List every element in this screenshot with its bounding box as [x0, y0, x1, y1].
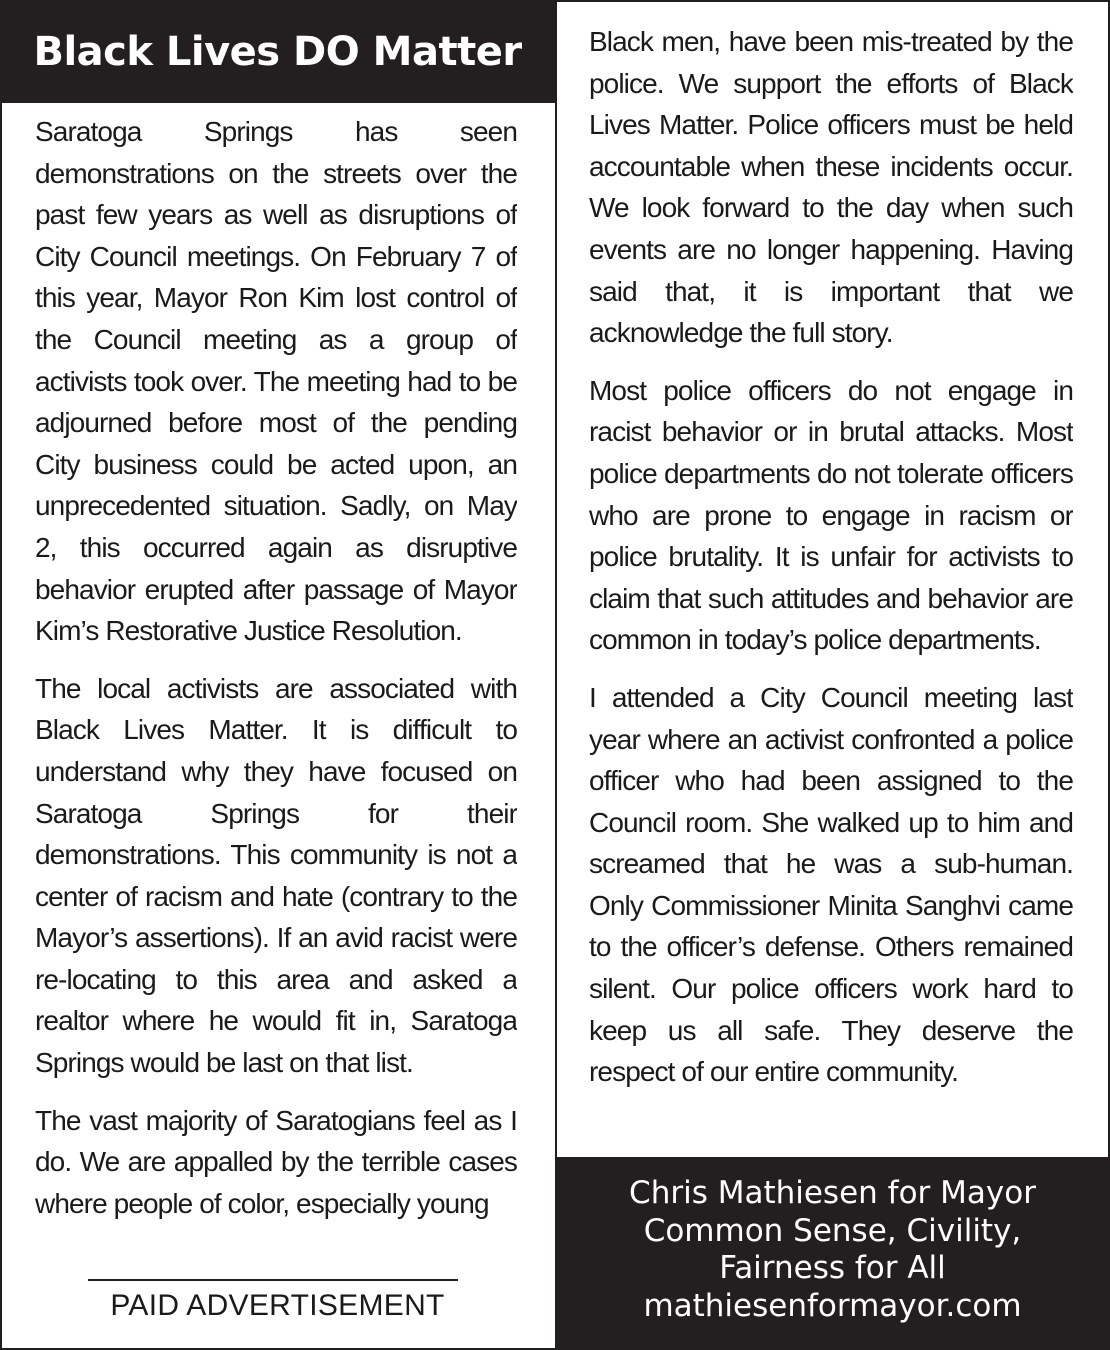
column-divider	[555, 0, 557, 1350]
slogan-line-2: Fairness for All	[719, 1250, 946, 1286]
body-paragraph: Black men, have been mis-treated by the police. We support the efforts of Black Lives Matter. Police officers must be held accountable when these incidents occur. We look forward to the day when such events are no longer happening. Having said that, it is important that we acknowledge the full story.	[589, 26, 1073, 349]
signature-block	[555, 1157, 1110, 1350]
right-column	[589, 21, 1073, 1141]
slogan-line-1: Common Sense, Civility,	[643, 1212, 1022, 1249]
paid-advertisement-label: PAID ADVERTISEMENT	[110, 1289, 445, 1322]
body-paragraph: I attended a City Council meeting last year where an activist confronted a police officer who had been assigned to the Council room. She walked up to him and screamed that he was a sub-human. Only Commissioner Minita Sanghvi came to the officer’s defense. Others remained silent. Our police officers work hard to keep us all safe. They deserve the respect of our entire community.	[589, 681, 1073, 1088]
campaign-name: Chris Mathiesen for Mayor	[629, 1175, 1036, 1211]
footer-rule	[88, 1279, 458, 1281]
headline: Black Lives DO Matter	[0, 0, 555, 103]
body-paragraph: Saratoga Springs has seen demonstrations on the streets over the past few years as well as disruptions of City Council meetings. On February 7 of this year, Mayor Ron Kim lost control of the Council meeting as a group of activists took over. The meeting had to be adjourned before most of the pending City business could be acted upon, an unprecedented situation. Sadly, on May 2, this occurred again as disruptive behavior erupted after passage of Mayor Kim’s Restorative Justice Resolution.	[35, 116, 517, 647]
campaign-website: mathiesenformayor.com	[643, 1287, 1022, 1324]
body-paragraph: Most police officers do not engage in racist behavior or in brutal attacks. Most police departments do not tolerate officers who are prone to engage in racism or police brutality. It is unfair for activists to claim that such attitudes and behavior are common in today’s police departments.	[589, 374, 1073, 656]
left-column	[35, 111, 517, 1269]
body-paragraph: The vast majority of Saratogians feel as I do. We are appalled by the terrible cases where people of color, especially young	[35, 1104, 517, 1219]
body-paragraph: The local activists are associated with Black Lives Matter. It is difficult to understand why they have focused on Saratoga Springs for their demonstrations. This community is not a center of racism and hate (contrary to the Mayor’s assertions). If an avid racist were re-locating to this area and asked a realtor where he would fit in, Saratoga Springs would be last on that list.	[35, 672, 517, 1079]
